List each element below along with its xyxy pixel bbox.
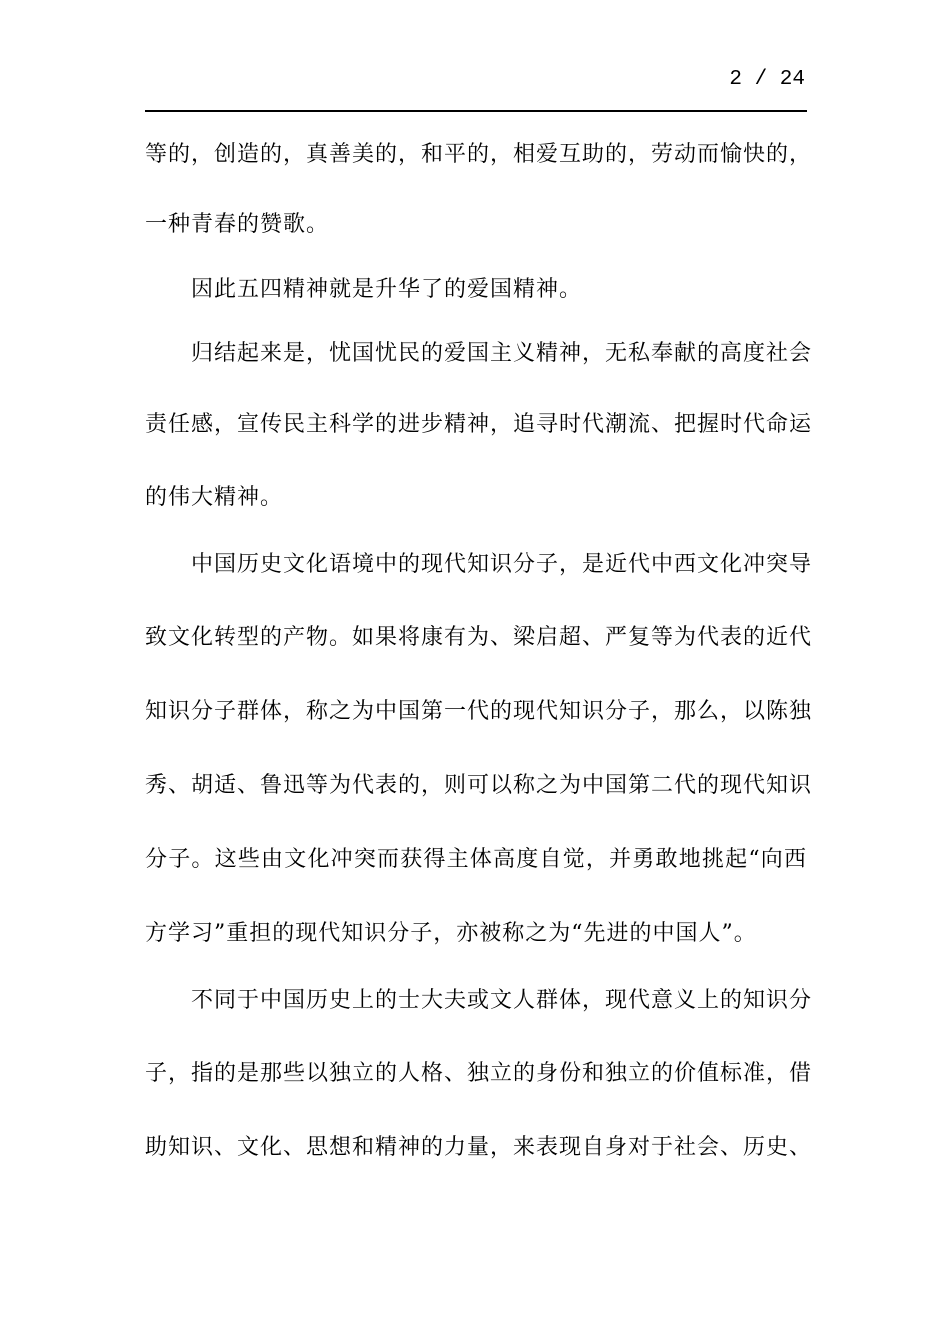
header-divider: [145, 110, 807, 112]
page-number: 2 / 24: [729, 68, 805, 91]
text-line: 归结起来是，忧国忧民的爱国主义精神，无私奉献的高度社会: [191, 341, 813, 366]
text-line: 知识分子群体，称之为中国第一代的现代知识分子，那么，以陈独: [145, 699, 813, 724]
text-line: 分子。这些由文化冲突而获得主体高度自觉，并勇敢地挑起“向西: [145, 847, 807, 872]
text-line: 秀、胡适、鲁迅等为代表的，则可以称之为中国第二代的现代知识: [145, 773, 813, 798]
text-line: 子，指的是那些以独立的人格、独立的身份和独立的价值标准，借: [145, 1061, 813, 1086]
text-line: 的伟大精神。: [145, 485, 284, 510]
text-line: 助知识、文化、思想和精神的力量，来表现自身对于社会、历史、: [145, 1135, 813, 1160]
text-line: 致文化转型的产物。如果将康有为、梁启超、严复等为代表的近代: [145, 625, 813, 650]
text-line: 因此五四精神就是升华了的爱国精神。: [191, 277, 583, 302]
text-line: 方学习”重担的现代知识分子，亦被称之为“先进的中国人”。: [145, 921, 757, 946]
text-line: 一种青春的赞歌。: [145, 212, 330, 237]
text-line: 不同于中国历史上的士大夫或文人群体，现代意义上的知识分: [191, 988, 813, 1013]
text-line: 等的，创造的，真善美的，和平的，相爱互助的，劳动而愉快的，: [145, 142, 813, 167]
text-line: 中国历史文化语境中的现代知识分子，是近代中西文化冲突导: [191, 552, 813, 577]
text-line: 责任感，宣传民主科学的进步精神，追寻时代潮流、把握时代命运: [145, 412, 813, 437]
